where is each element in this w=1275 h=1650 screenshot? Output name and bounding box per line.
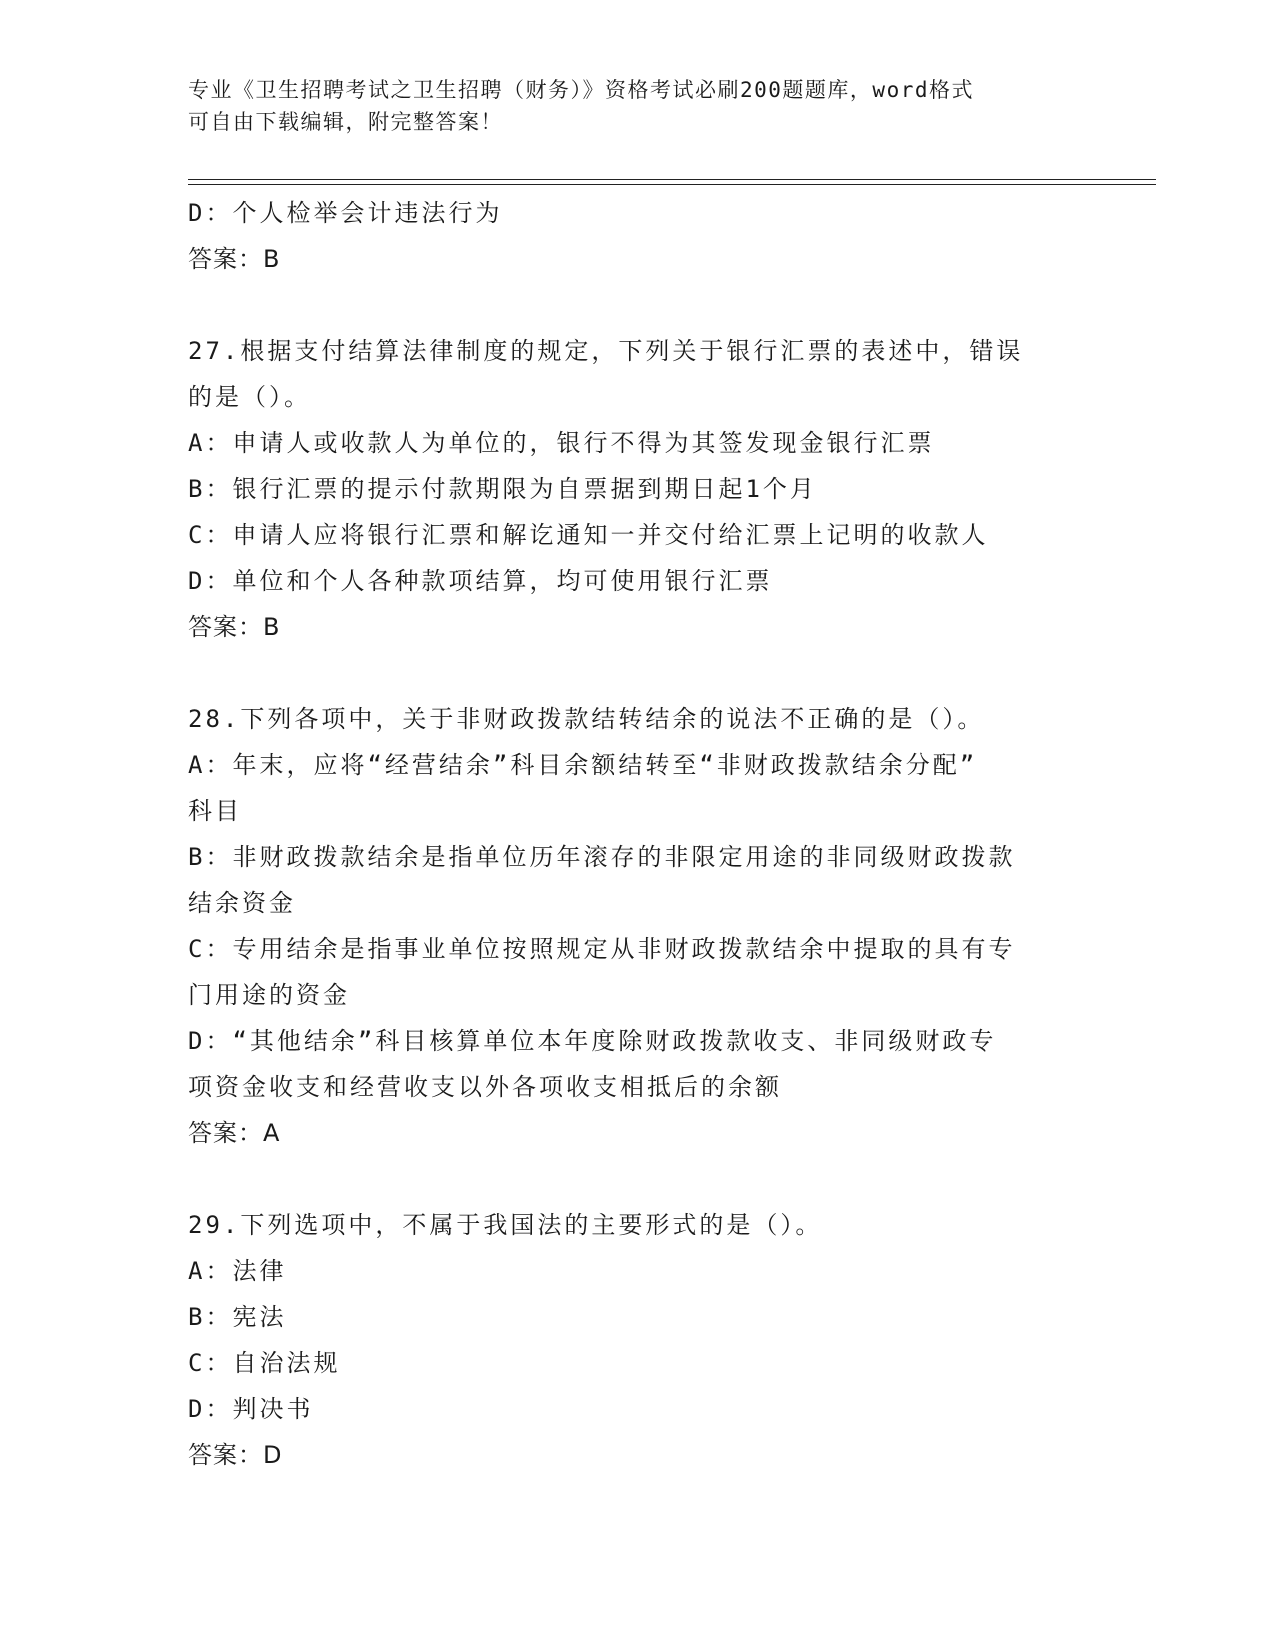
option-d: D：判决书: [188, 1395, 314, 1423]
option-b: B：银行汇票的提示付款期限为自票据到期日起1个月: [188, 475, 817, 503]
option-c-continued: 门用途的资金: [188, 981, 350, 1009]
option-a: A：法律: [188, 1257, 287, 1285]
question-stem: 27.根据支付结算法律制度的规定，下列关于银行汇票的表述中，错误: [188, 337, 1024, 365]
question-stem-continued: 的是（）。: [188, 383, 311, 411]
question-block-27: [188, 328, 1088, 650]
answer-line: 答案：D: [188, 1441, 283, 1469]
question-stem: 29.下列选项中，不属于我国法的主要形式的是（）。: [188, 1211, 823, 1239]
block-spacer: [188, 650, 1088, 696]
header-title-line-1: 专业《卫生招聘考试之卫生招聘（财务）》资格考试必刷200题题库，word格式: [188, 78, 974, 102]
option-b: B：宪法: [188, 1303, 287, 1331]
option-d: D：单位和个人各种款项结算，均可使用银行汇票: [188, 567, 773, 595]
option-a: A：申请人或收款人为单位的，银行不得为其签发现金银行汇票: [188, 429, 935, 457]
option-c: C：申请人应将银行汇票和解讫通知一并交付给汇票上记明的收款人: [188, 521, 989, 549]
option-d: D：“其他结余”科目核算单位本年度除财政拨款收支、非同级财政专: [188, 1027, 997, 1055]
option-a-continued: 科目: [188, 797, 242, 825]
option-d: D：个人检举会计违法行为: [188, 199, 503, 227]
block-spacer: [188, 282, 1088, 328]
block-spacer: [188, 1156, 1088, 1202]
document-header: [188, 74, 1088, 138]
option-c: C：专用结余是指事业单位按照规定从非财政拨款结余中提取的具有专: [188, 935, 1016, 963]
question-list: [188, 190, 1088, 1478]
option-b: B：非财政拨款结余是指单位历年滚存的非限定用途的非同级财政拨款: [188, 843, 1016, 871]
question-stem: 28.下列各项中，关于非财政拨款结转结余的说法不正确的是（）。: [188, 705, 985, 733]
option-d-continued: 项资金收支和经营收支以外各项收支相抵后的余额: [188, 1073, 782, 1101]
header-divider-bottom: [188, 184, 1156, 185]
answer-line: 答案：A: [188, 1119, 281, 1147]
option-b-continued: 结余资金: [188, 889, 296, 917]
header-title-line-2: 可自由下载编辑，附完整答案！: [188, 110, 503, 134]
question-block-prev: [188, 190, 1088, 282]
question-block-28: [188, 696, 1088, 1156]
answer-line: 答案：B: [188, 613, 281, 641]
option-a: A：年末，应将“经营结余”科目余额结转至“非财政拨款结余分配”: [188, 751, 978, 779]
header-divider-top: [188, 179, 1156, 180]
option-c: C：自治法规: [188, 1349, 341, 1377]
question-block-29: [188, 1202, 1088, 1478]
answer-line: 答案：B: [188, 245, 281, 273]
